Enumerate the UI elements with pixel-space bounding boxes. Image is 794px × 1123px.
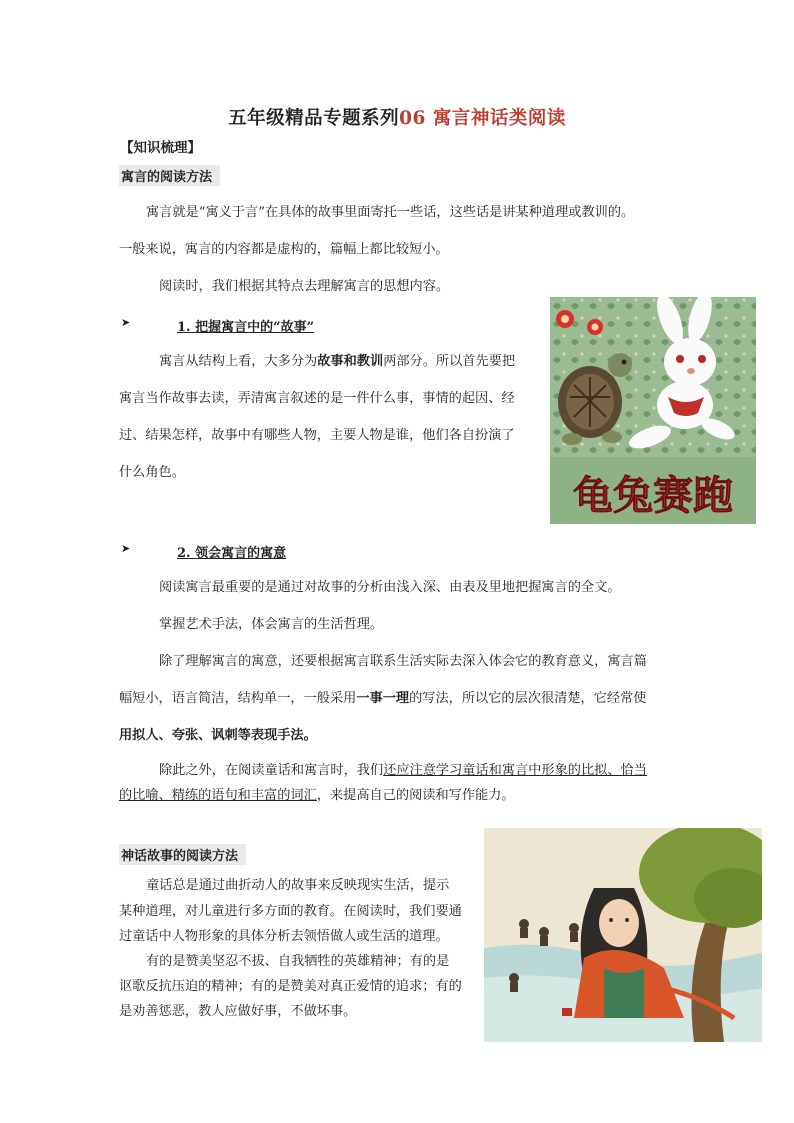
myth-illustration: [484, 828, 762, 1042]
bullet-2-paragraph-1: 阅读寓言最重要的是通过对故事的分析由浅入深、由表及里地把握寓言的全文。: [159, 580, 621, 595]
tortoise-hare-picture: [550, 297, 756, 524]
fable-paragraph-1: 寓言就是“寓义于言”在具体的故事里面寄托一些话，这些话是讲某种道理或教训的。: [146, 205, 635, 220]
bullet-1: [121, 316, 381, 336]
myth-line-4: 有的是赞美坚忍不拔、自我牺牲的英雄精神；有的是: [146, 954, 450, 969]
bullet-1-line-2: 寓言当作故事去读，弄清寓言叙述的是一件什么事，事情的起因、经: [119, 391, 515, 406]
myth-line-1: 童话总是通过曲折动人的故事来反映现实生活，提示: [146, 878, 450, 893]
fable-section-heading: 寓言的阅读方法: [119, 165, 220, 186]
bullet-2-paragraph-4-line-2: 的比喻、精练的语句和丰富的词汇，来提高自己的阅读和写作能力。: [119, 788, 515, 803]
myth-picture: [484, 828, 762, 1042]
knowledge-heading: 【知识梳理】: [120, 140, 201, 156]
bullet-2: [121, 542, 341, 562]
bullet-2-paragraph-3-line-1: 除了理解寓言的寓意，还要根据寓言联系生活实际去深入体会它的教育意义，寓言篇: [159, 654, 647, 669]
bullet-2-label: 2. 领会寓言的寓意: [177, 546, 287, 561]
myth-line-2: 某种道理，对儿童进行多方面的教育。在阅读时，我们要通: [119, 904, 462, 919]
myth-line-6: 是劝善惩恶，教人应做好事，不做坏事。: [119, 1004, 357, 1019]
bullet-1-label: 1. 把握寓言中的“故事”: [177, 320, 315, 335]
myth-line-5: 讴歌反抗压迫的精神；有的是赞美对真正爱情的追求；有的: [119, 979, 462, 994]
myth-line-3: 过童话中人物形象的具体分析去领悟做人或生活的道理。: [119, 929, 449, 944]
bullet-2-paragraph-3-line-2: 幅短小，语言简洁，结构单一，一般采用一事一理的写法，所以它的层次很清楚，它经常使: [119, 691, 647, 706]
tortoise-hare-caption: 龟兔赛跑: [573, 473, 733, 519]
bullet-1-line-3: 过、结果怎样，故事中有哪些人物，主要人物是谁，他们各自扮演了: [119, 428, 515, 443]
bullet-2-paragraph-4-line-1: 除此之外，在阅读童话和寓言时，我们还应注意学习童话和寓言中形象的比拟、恰当: [159, 763, 647, 778]
page-title: 五年级精品专题系列06 寓言神话类阅读: [228, 108, 566, 129]
arrow-bullet-icon: ➤: [121, 542, 131, 555]
myth-section-heading: 神话故事的阅读方法: [119, 844, 246, 865]
tortoise-hare-illustration: [550, 297, 756, 524]
fable-paragraph-1b: 一般来说，寓言的内容都是虚构的，篇幅上都比较短小。: [119, 242, 449, 257]
bullet-1-line-1: 寓言从结构上看，大多分为故事和教训两部分。所以首先要把: [159, 354, 516, 369]
fable-paragraph-2: 阅读时，我们根据其特点去理解寓言的思想内容。: [159, 279, 450, 294]
arrow-bullet-icon: ➤: [121, 316, 131, 329]
bullet-2-paragraph-2: 掌握艺术手法，体会寓言的生活哲理。: [159, 617, 384, 632]
bullet-1-line-4: 什么角色。: [119, 465, 185, 480]
bullet-2-paragraph-3-line-3: 用拟人、夸张、讽刺等表现手法。: [119, 728, 317, 743]
